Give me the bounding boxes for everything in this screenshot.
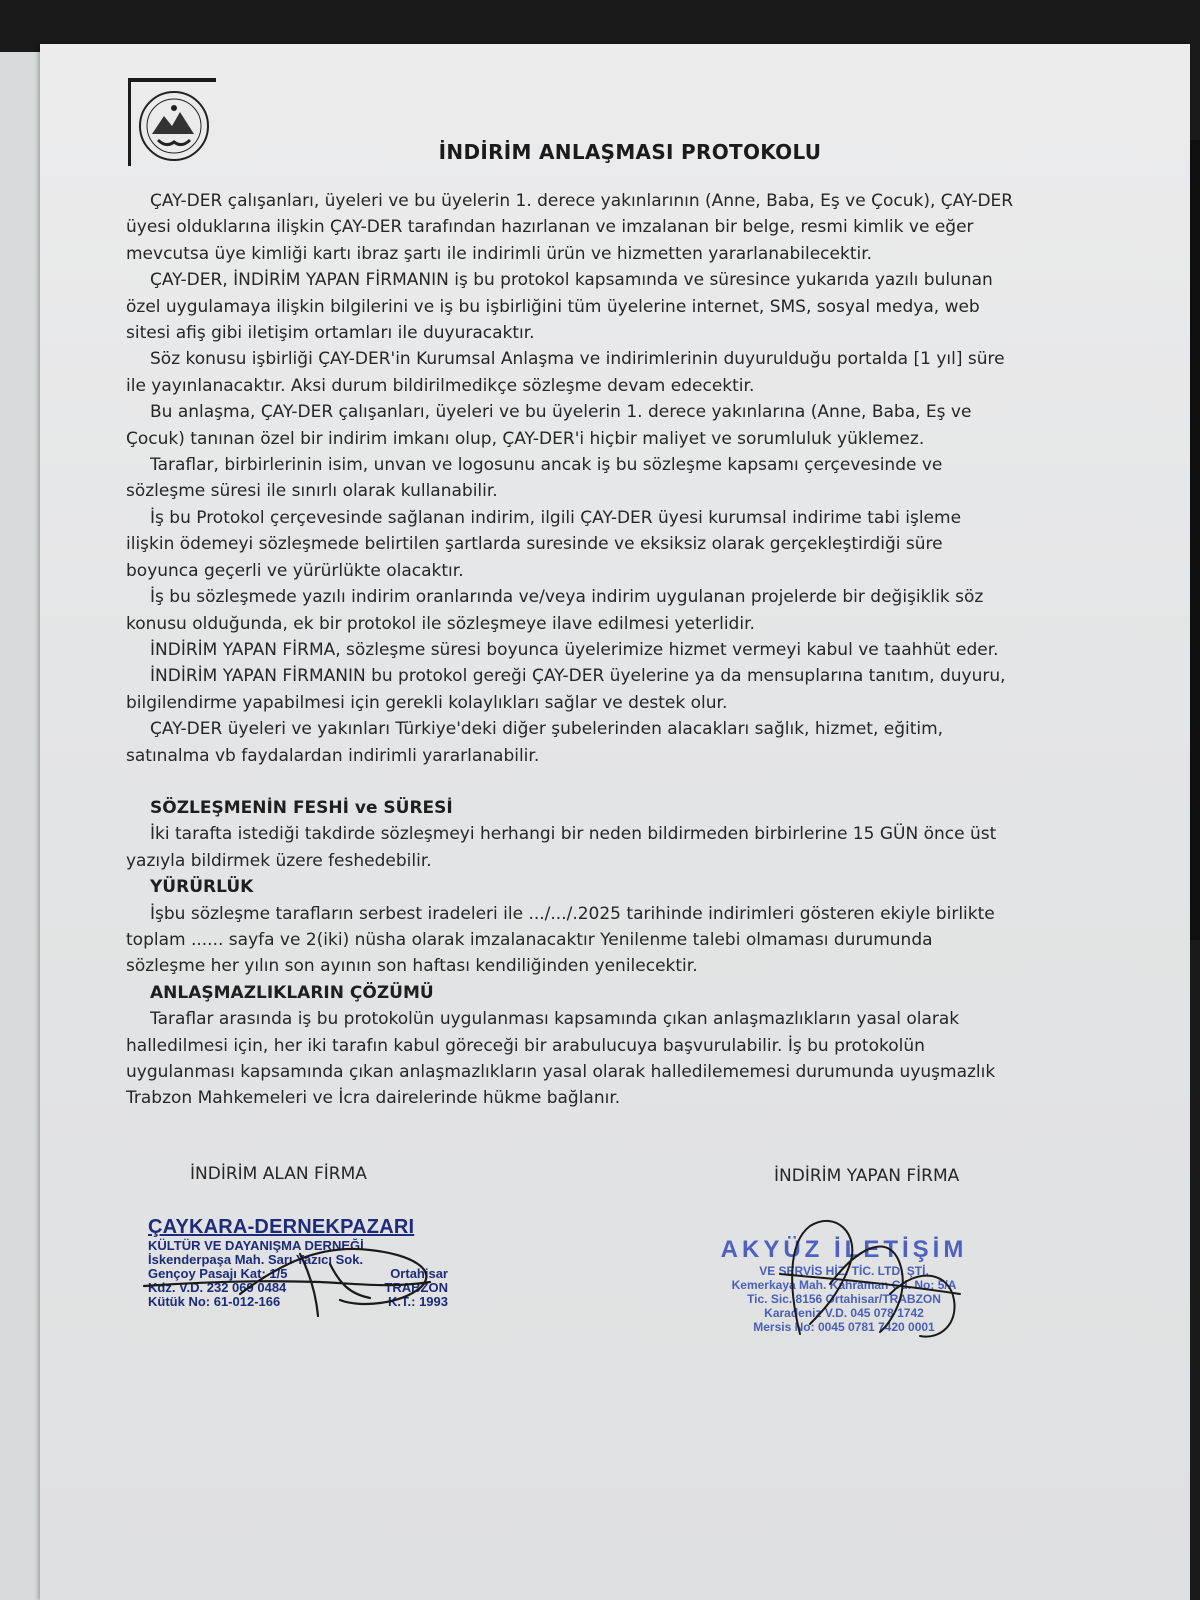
stamp-registry: Kütük No: 61-012-166 [148, 1294, 281, 1309]
section-heading-disputes: ANLAŞMAZLIKLARIN ÇÖZÜMÜ [150, 982, 434, 1003]
stamp-line [148, 1295, 448, 1309]
paragraph: ÇAY-DER çalışanları, üyeleri ve bu üyelerin 1. derece yakınlarının (Anne, Baba, Eş ve Çocuk), ÇAY-DER üyesi olduklarına ilişkin ÇAY-DER tarafından hazırlanan ve imzalanan bir belge, resmi kimlik ve eğer mevcutsa üye kimliği kartı ibraz şartı ile indirimli ürün ve hizmetten yararlanabilecektir. [126, 191, 1014, 264]
paragraph: İş bu Protokol çerçevesinde sağlanan indirim, ilgili ÇAY-DER üyesi kurumsal indirime tabi işleme ilişkin ödemeyi sözleşmede belirtilen şartlarda suresinde ve eksiksiz olarak gerçekleştirdiği süre boyunca geçerli ve yürürlükte olacaktır. [126, 507, 962, 581]
section-heading-termination: SÖZLEŞMENİN FESHİ ve SÜRESİ [150, 797, 453, 818]
stamp-line: Tic. Sic. 8156 Ortahisar/TRABZON [747, 1292, 941, 1306]
document-body [126, 188, 1014, 1112]
stamp-line: KÜLTÜR VE DAYANIŞMA DERNEĞİ [148, 1238, 364, 1253]
adjacent-page-edge [0, 52, 43, 1600]
stamp-line: VE SERVİS HİZ. TİC. LTD. ŞTİ. [759, 1264, 929, 1278]
stamp-line [148, 1281, 448, 1295]
provider-stamp [694, 1194, 994, 1334]
stamp-address: Gençoy Pasajı Kat: 1/5 [148, 1266, 288, 1281]
paragraph: İNDİRİM YAPAN FİRMA, sözleşme süresi boyunca üyelerimize hizmet vermeyi kabul ve taahhüt eder. [150, 639, 999, 660]
stamp-title: ÇAYKARA-DERNEKPAZARI [148, 1216, 415, 1238]
paragraph: Bu anlaşma, ÇAY-DER çalışanları, üyeleri ve bu üyelerin 1. derece yakınlarına (Anne, Baba, Eş ve Çocuk) tanınan özel bir indirim imkanı olup, ÇAY-DER'i hiçbir maliyet ve sorumluluk yüklemez. [126, 402, 972, 449]
discount-provider-label: İNDİRİM YAPAN FİRMA [774, 1166, 960, 1186]
stamp-founded: K.T.: 1993 [388, 1294, 448, 1309]
paragraph: Söz konusu işbirliği ÇAY-DER'in Kurumsal Anlaşma ve indirimlerinin duyurulduğu portalda [1 yıl] süre ile yayınlanacaktır. Aksi durum bildirilmedikçe sözleşme devam edecektir. [126, 349, 1005, 396]
background-edge [1190, 140, 1200, 940]
document-title: İNDİRİM ANLAŞMASI PROTOKOLU [438, 140, 822, 164]
stamp-city: TRABZON [384, 1280, 448, 1295]
stamp-title: AKYÜZ İLETİŞİM [720, 1236, 968, 1263]
stamp-district: Ortahisar [390, 1266, 448, 1281]
paragraph: Taraflar, birbirlerinin isim, unvan ve logosunu ancak iş bu sözleşme kapsamı çerçevesinde ve sözleşme süresi ile sınırlı olarak kullanabilir. [126, 455, 943, 502]
stamp-line [148, 1267, 448, 1281]
stamp-line: Karadeniz V.D. 045 078 1742 [764, 1306, 924, 1320]
stamp-tax-office: Kdz. V.D. 232 069 0484 [148, 1280, 287, 1295]
paragraph: İNDİRİM YAPAN FİRMANIN bu protokol gereği ÇAY-DER üyelerine ya da mensuplarına tanıtım, duyuru, bilgilendirme yapabilmesi için gerekli kolaylıkları sağlar ve destek olur. [126, 666, 1006, 713]
stamp-line: Mersis No: 0045 0781 7420 0001 [753, 1320, 935, 1334]
receiver-stamp [148, 1216, 448, 1336]
stamp-line: Kemerkaya Mah. Kahraman Cd. No: 5/A [731, 1278, 957, 1292]
section-text-validity: İşbu sözleşme tarafların serbest iradeleri ile .../.../.2025 tarihinde indirimleri gösteren ekiyle birlikte toplam ...... sayfa ve 2(iki) nüsha olarak imzalanacaktır Yenilenme talebi olmaması durumunda sözleşme her yılın son ayının son haftası kendiliğinden yenilecektir. [126, 903, 995, 977]
stamp-line: İskenderpaşa Mah. Sarı Yazıcı Sok. [148, 1252, 364, 1267]
section-heading-validity: YÜRÜRLÜK [150, 877, 254, 898]
section-text-termination: İki tarafta istediği takdirde sözleşmeyi herhangi bir neden bildirmeden birbirlerine 15 GÜN önce üst yazıyla bildirmek üzere feshedebilir. [126, 824, 997, 871]
paragraph: ÇAY-DER, İNDİRİM YAPAN FİRMANIN iş bu protokol kapsamında ve süresince yukarıda yazılı bulunan özel uygulamaya ilişkin bilgilerini ve iş bu işbirliğini tüm üyelerine internet, SMS, sosyal medya, web sitesi afiş gibi iletişim ortamları ile duyuracaktır. [126, 270, 993, 344]
paragraph: İş bu sözleşmede yazılı indirim oranlarında ve/veya indirim uygulanan projelerde bir değişiklik söz konusu olduğunda, ek bir protokol ile sözleşmeye ilave edilmesi yeterlidir. [126, 587, 984, 634]
discount-receiver-label: İNDİRİM ALAN FİRMA [190, 1164, 367, 1184]
paragraph: ÇAY-DER üyeleri ve yakınları Türkiye'deki diğer şubelerinden alacakları sağlık, hizmet, eğitim, satınalma vb faydalardan indirimli yararlanabilir. [126, 719, 944, 766]
section-text-disputes: Taraflar arasında iş bu protokolün uygulanması kapsamında çıkan anlaşmazlıkların yasal olarak halledilmesi için, her iki tarafın kabul göreceği bir arabulucuya başvurulabilir. İş bu protokolün uygulanması kapsamında çıkan anlaşmazlıkların yasal olarak halledilememesi durumunda uyuşmazlık Trabzon Mahkemeleri ve İcra dairelerinde hükme bağlanır. [126, 1009, 996, 1109]
